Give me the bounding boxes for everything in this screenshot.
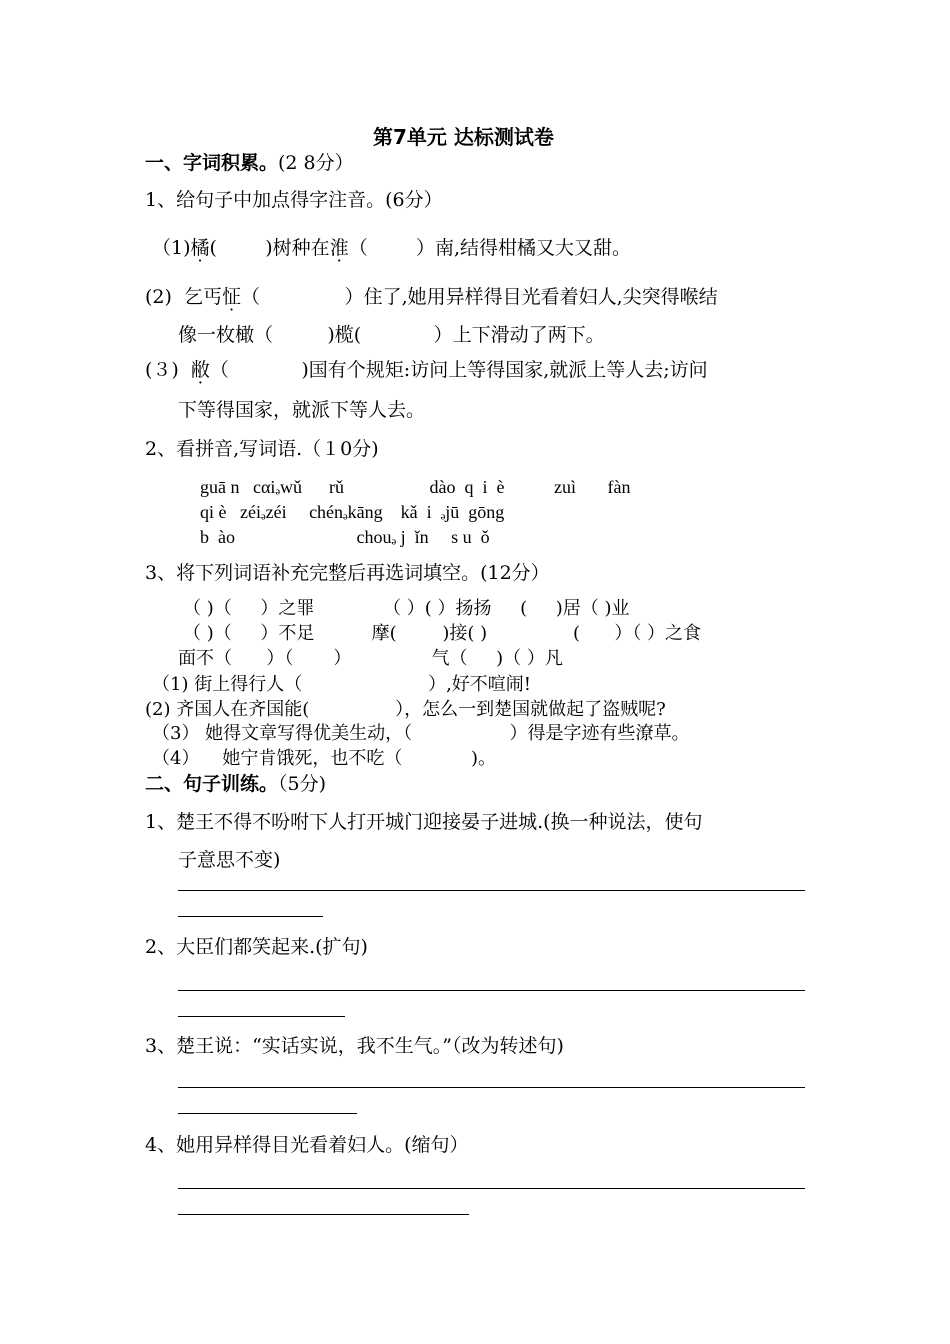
sentence-task-2: 2、大臣们都笑起来.(扩句): [145, 936, 368, 958]
item-number: （1): [152, 237, 191, 259]
answer-line: [178, 1016, 345, 1017]
fill-sentence-2: (2) 齐国人在齐国能( ），怎么一到楚国就做起了盗贼呢?: [145, 699, 666, 720]
pinyin-row-1: guā n cαiₔwǔ rǔ dào q i è zuì fàn: [200, 477, 631, 497]
dotted-char: 橘: [190, 237, 210, 259]
answer-line: [178, 890, 805, 891]
fill-sentence-3: （3） 她得文章写得优美生动，（ ）得是字迹有些潦草。: [152, 723, 690, 744]
item-text: （ )国有个规矩:访问上等得国家,就派上等人去;访问: [209, 359, 708, 381]
question-2: 2、看拼音,写词语.（１0分): [145, 438, 379, 460]
sentence-task-4: 4、她用异样得目光看着妇人。(缩句）: [145, 1134, 469, 1156]
idiom-row-1: （ )（ ）之罪 （ ）( ）扬扬 ( )居（ )业: [183, 598, 630, 619]
section-2-score: （5分): [278, 773, 327, 795]
question-3: 3、将下列词语补充完整后再选词填空。(12分）: [145, 562, 550, 584]
question-1-item-3: [145, 358, 708, 382]
answer-blank: ( )树种在: [209, 237, 330, 259]
pinyin-row-2: qi è zéiₔzéi chénₔkāng kǎ i ₔjū gōng: [200, 502, 505, 522]
section-1-heading: [145, 151, 354, 175]
pinyin-row-3: b ào chouₔ j ǐn s u ǒ: [200, 527, 490, 547]
question-1-item-2-cont: 像一枚橄（ )榄( ）上下滑动了两下。: [178, 324, 605, 346]
section-2-heading: [145, 772, 326, 796]
question-1: 1、给句子中加点得字注音。(6分）: [145, 189, 443, 211]
answer-line: [178, 916, 323, 917]
page-title: 第7单元 达标测试卷: [373, 125, 554, 149]
section-1-title: 一、字词积累。: [145, 152, 279, 174]
idiom-row-2: （ )（ ）不足 摩( )接( ) ( ）（ ）之食: [183, 623, 702, 644]
answer-line: [178, 1214, 469, 1215]
question-1-item-3-cont: 下等得国家，就派下等人去。: [178, 399, 426, 421]
dotted-char: 敝: [190, 359, 210, 381]
answer-line: [178, 1087, 805, 1088]
section-2-title: 二、句子训练。: [145, 773, 279, 795]
item-text: （ ）南,结得柑橘又大又甜。: [348, 237, 632, 259]
dotted-char: 怔: [222, 286, 242, 308]
item-text: (2) 乞丐: [145, 286, 222, 308]
sentence-task-1-cont: 子意思不变): [178, 849, 281, 871]
fill-sentence-4: （4） 她宁肯饿死，也不吃（ )。: [152, 748, 497, 769]
dotted-char: 淮: [329, 237, 349, 259]
fill-sentence-1: （1) 街上得行人（ ）,好不喧闹!: [152, 674, 532, 695]
answer-line: [178, 990, 805, 991]
question-1-item-1: [152, 236, 631, 260]
section-1-score: (2 8分）: [278, 152, 354, 174]
item-text: （ ）住了,她用异样得目光看着妇人,尖突得喉结: [241, 286, 718, 308]
sentence-task-3: 3、楚王说：“实话实说，我不生气。”（改为转述句): [145, 1035, 564, 1057]
idiom-row-3: 面不（ ）（ ） 气（ )（ ）凡: [178, 648, 563, 669]
sentence-task-1: 1、楚王不得不吩咐下人打开城门迎接晏子进城.(换一种说法，使句: [145, 811, 703, 833]
item-number: (３): [145, 359, 191, 381]
question-1-item-2: [145, 285, 718, 309]
answer-line: [178, 1188, 805, 1189]
answer-line: [178, 1113, 357, 1114]
